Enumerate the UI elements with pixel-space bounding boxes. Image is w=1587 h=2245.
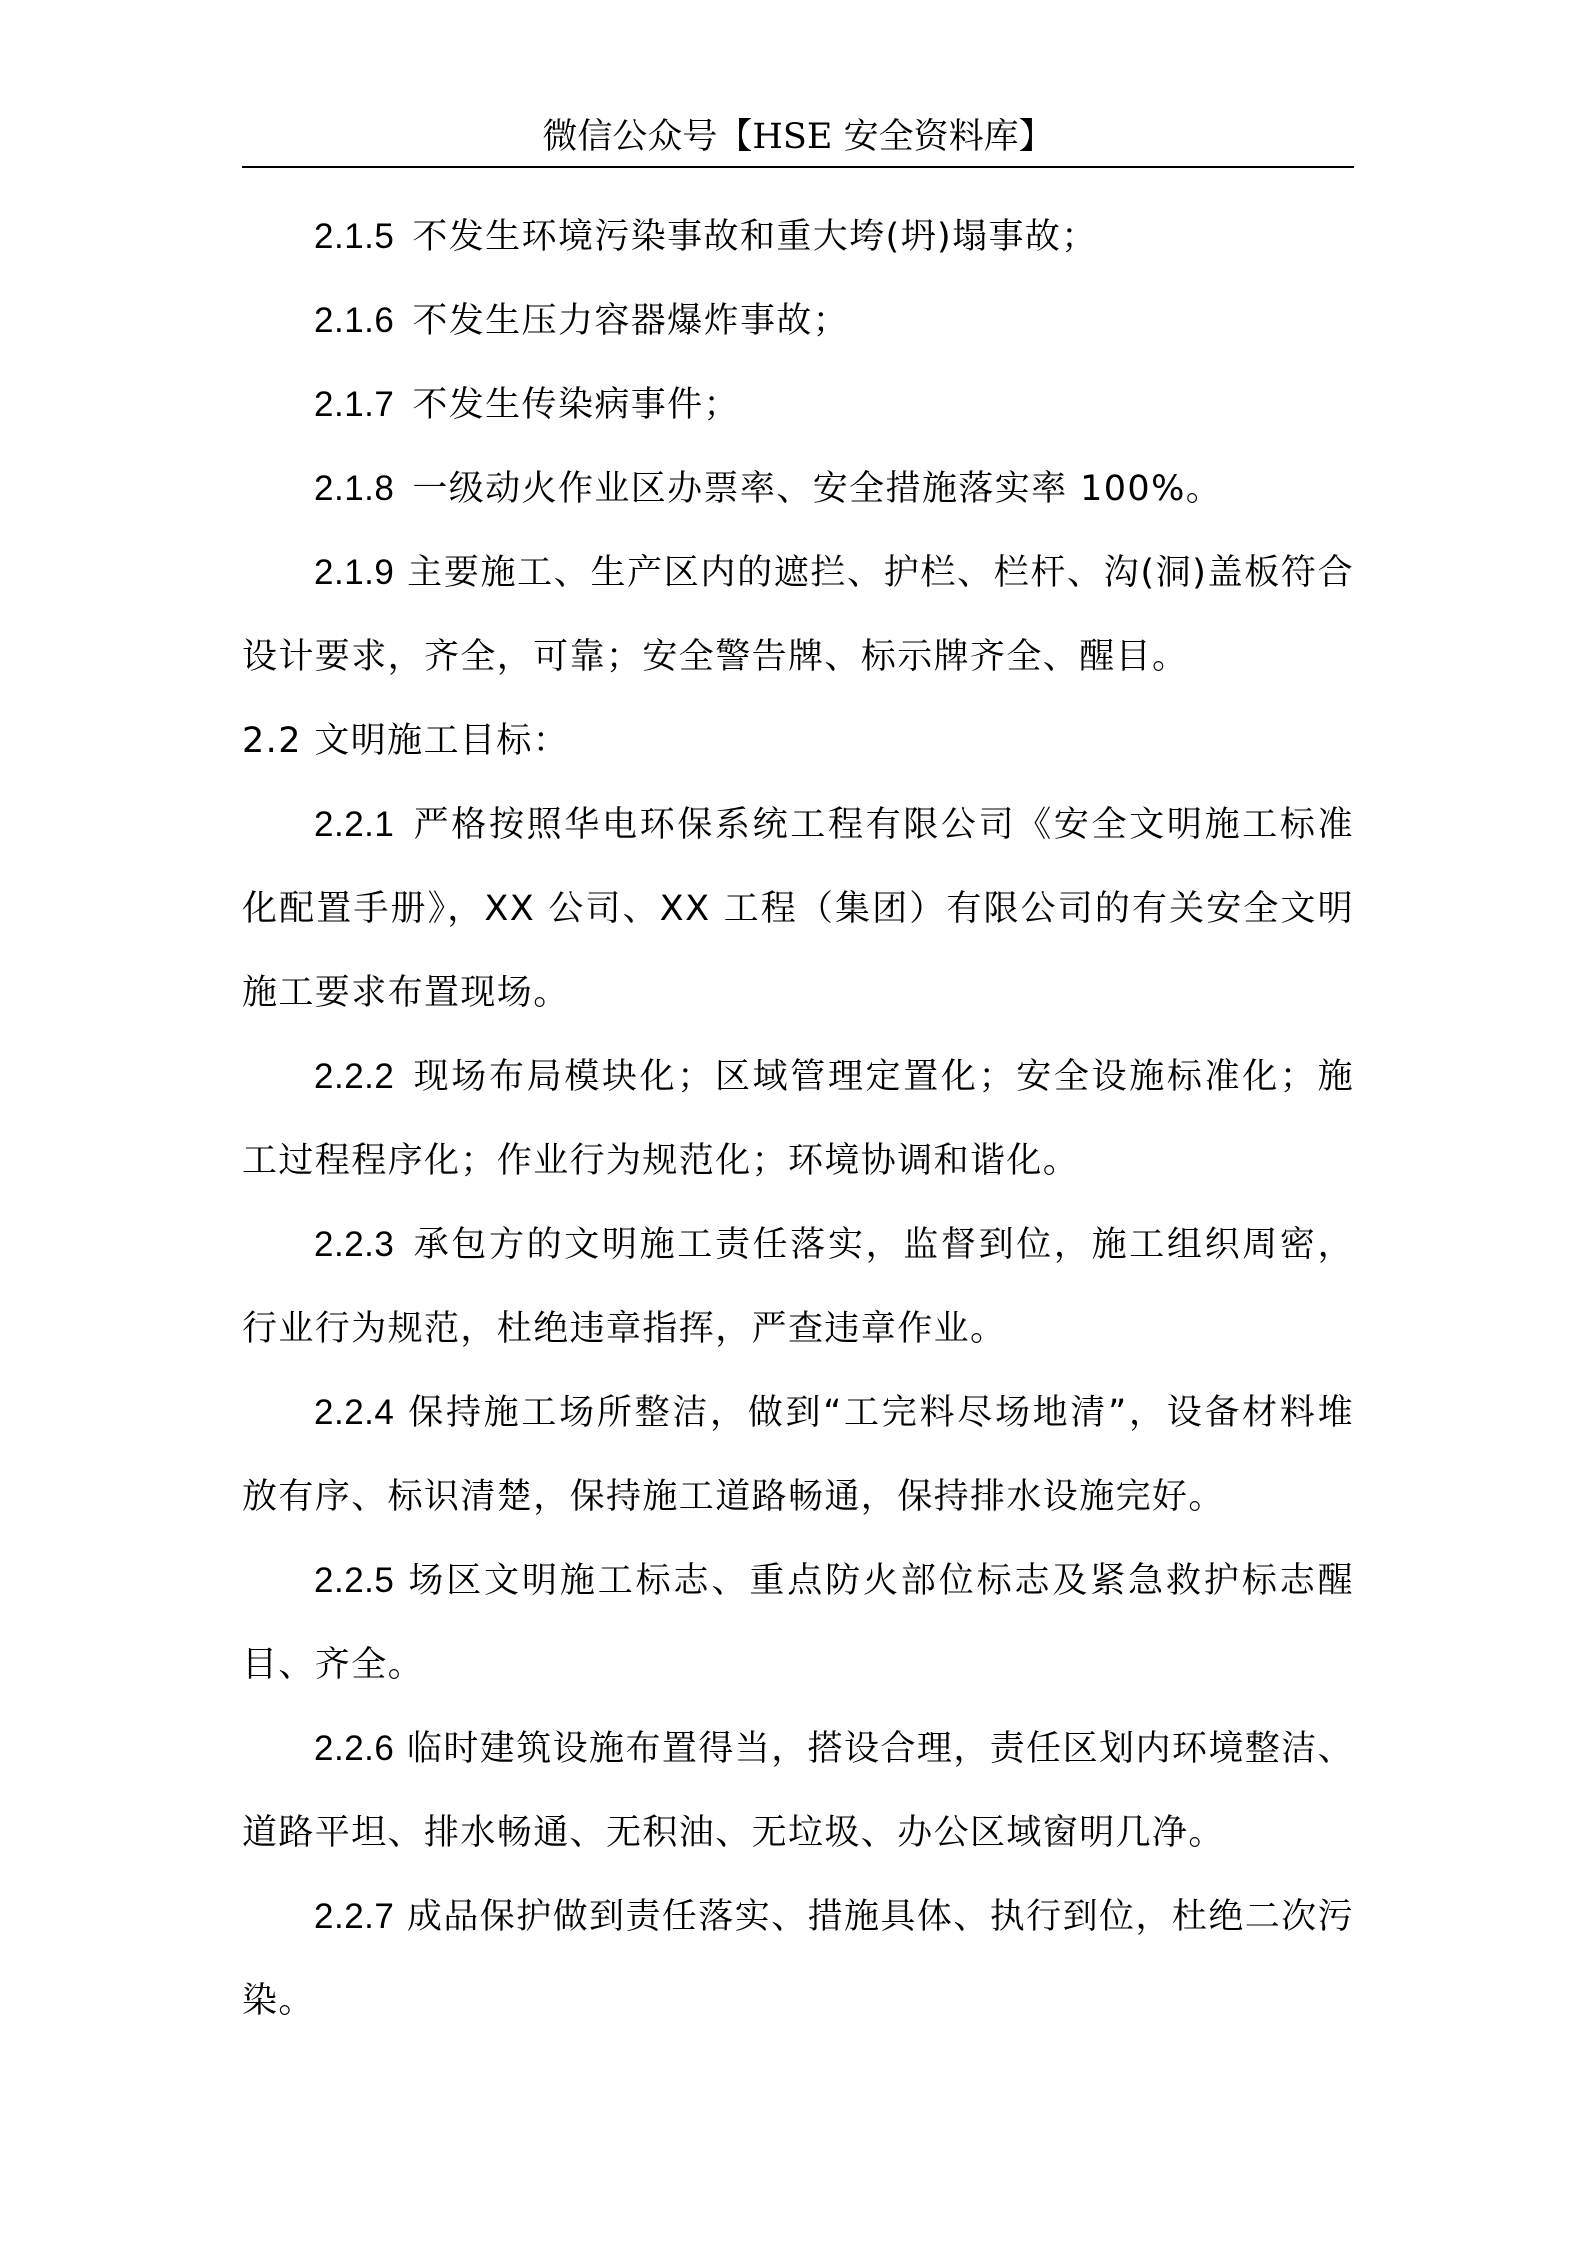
clause-text: 成品保护做到责任落实、措施具体、执行到位，杜绝二次污染。 [242,1897,1355,2021]
header-divider [242,166,1354,168]
clause-text: 严格按照华电环保系统工程有限公司《安全文明施工标准化配置手册》，XX 公司、XX 工程（集团）有限公司的有关安全文明施工要求布置现场。 [242,805,1354,1013]
clause-number: 2.1.6 [314,301,395,340]
paragraph-2-2-5 [242,1539,1354,1707]
clause-number: 2.2.7 [314,1897,395,1936]
clause-number: 2.2.5 [314,1561,395,1600]
paragraph-2-2-3 [242,1203,1354,1371]
clause-text: 场区文明施工标志、重点防火部位标志及紧急救护标志醒目、齐全。 [242,1561,1354,1685]
clause-number: 2.2.6 [314,1729,395,1768]
paragraph-2-1-5 [242,195,1354,279]
document-body [242,195,1354,2043]
clause-text: 现场布局模块化；区域管理定置化；安全设施标准化；施工过程程序化；作业行为规范化；环境协调和谐化。 [242,1057,1354,1181]
clause-number: 2.1.7 [314,385,395,424]
paragraph-2-2-7 [242,1875,1354,2043]
paragraph-2-1-9 [242,531,1354,699]
clause-number: 2.2.2 [314,1057,395,1096]
clause-text: 临时建筑设施布置得当，搭设合理，责任区划内环境整洁、道路平坦、排水畅通、无积油、无垃圾、办公区域窗明几净。 [242,1729,1355,1853]
paragraph-2-2-1 [242,783,1354,1035]
paragraph-2-2-4 [242,1371,1354,1539]
paragraph-2-2-2 [242,1035,1354,1203]
section-heading-2-2: 2.2 文明施工目标： [242,721,570,761]
clause-text: 承包方的文明施工责任落实，监督到位，施工组织周密，行业行为规范，杜绝违章指挥，严查违章作业。 [242,1225,1354,1349]
clause-number: 2.1.8 [314,469,395,508]
clause-text: 保持施工场所整洁，做到“工完料尽场地清”，设备材料堆放有序、标识清楚，保持施工道路畅通，保持排水设施完好。 [242,1393,1354,1517]
paragraph-2-2-6 [242,1707,1354,1875]
clause-number: 2.1.5 [314,217,395,256]
clause-text: 主要施工、生产区内的遮拦、护栏、栏杆、沟(洞)盖板符合设计要求，齐全，可靠；安全警告牌、标示牌齐全、醒目。 [242,553,1354,677]
page-header-title: 微信公众号【HSE 安全资料库】 [542,117,1054,157]
paragraph-2-1-6 [242,279,1354,363]
clause-number: 2.2.4 [314,1393,395,1432]
paragraph-2-1-8 [242,447,1354,531]
paragraph-2-1-7 [242,363,1354,447]
clause-text: 不发生压力容器爆炸事故； [412,301,850,341]
clause-text: 不发生环境污染事故和重大垮(坍)塌事故； [412,217,1098,257]
clause-text: 不发生传染病事件； [412,385,740,425]
clause-number: 2.1.9 [314,553,395,592]
clause-number: 2.2.3 [314,1225,395,1264]
clause-number: 2.2.1 [314,805,395,844]
clause-text: 一级动火作业区办票率、安全措施落实率 100%。 [412,469,1223,509]
